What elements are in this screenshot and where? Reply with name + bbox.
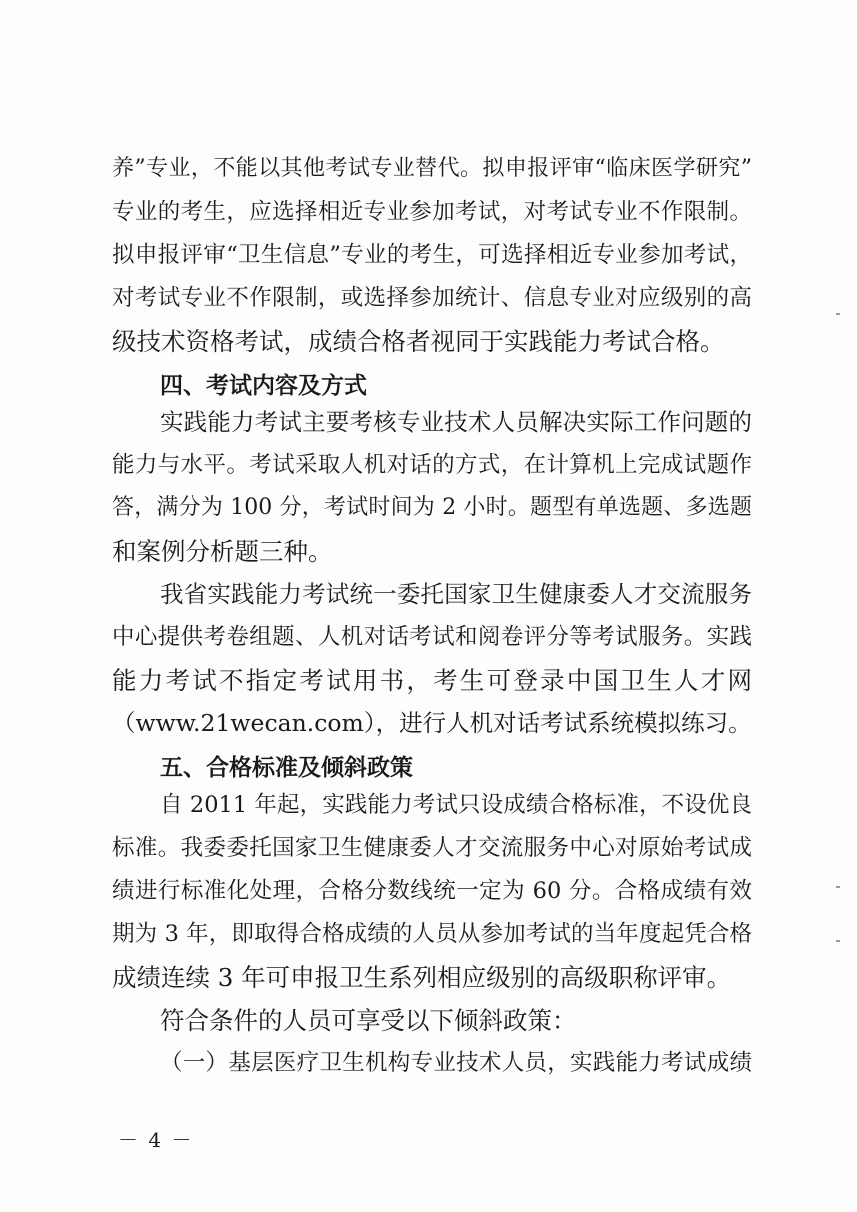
- body-line: （www.21wecan.com），进行人机对话考试系统模拟练习。: [112, 709, 752, 737]
- body-line: 对考试专业不作限制，或选择参加统计、信息专业对应级别的高: [112, 285, 752, 311]
- body-line: 符合条件的人员可享受以下倾斜政策：: [160, 1006, 577, 1035]
- body-line: 养”专业，不能以其他考试专业替代。拟申报评审“临床医学研究”: [112, 156, 752, 181]
- body-line: 自 2011 年起，实践能力考试只设成绩合格标准，不设优良: [160, 792, 752, 818]
- body-line: 专业的考生，应选择相近专业参加考试，对考试专业不作限制。: [112, 199, 752, 225]
- body-line: 中心提供考卷组题、人机对话考试和阅卷评分等考试服务。实践: [112, 624, 752, 650]
- body-line: 标准。我委委托国家卫生健康委人才交流服务中心对原始考试成: [112, 835, 752, 861]
- scan-mark: [836, 886, 840, 888]
- body-line: 能力考试不指定考试用书，考生可登录中国卫生人才网: [112, 666, 752, 695]
- body-line: （一）基层医疗卫生机构专业技术人员，实践能力考试成绩: [160, 1050, 752, 1076]
- body-line: 和案例分析题三种。: [112, 537, 333, 566]
- body-line: 答，满分为 100 分，考试时间为 2 小时。题型有单选题、多选题: [112, 495, 752, 520]
- scan-mark: [836, 313, 840, 315]
- body-line: 绩进行标准化处理，合格分数线统一定为 60 分。合格成绩有效: [112, 878, 752, 904]
- body-line: 级技术资格考试，成绩合格者视同于实践能力考试合格。: [112, 327, 725, 356]
- body-line: 拟申报评审“卫生信息”专业的考生，可选择相近专业参加考试，: [112, 242, 752, 268]
- page-number: － 4 －: [118, 1128, 194, 1152]
- body-line: 我省实践能力考试统一委托国家卫生健康委人才交流服务: [160, 580, 752, 608]
- body-line: 能力与水平。考试采取人机对话的方式，在计算机上完成试题作: [112, 452, 752, 478]
- scan-mark: [836, 940, 840, 942]
- body-line: 实践能力考试主要考核专业技术人员解决实际工作问题的: [160, 408, 752, 436]
- section-heading-4: 四、考试内容及方式: [160, 373, 367, 399]
- section-heading-5: 五、合格标准及倾斜政策: [160, 755, 413, 781]
- body-line: 成绩连续 3 年可申报卫生系列相应级别的高级职称评审。: [112, 963, 732, 992]
- body-line: 期为 3 年，即取得合格成绩的人员从参加考试的当年度起凭合格: [112, 921, 752, 947]
